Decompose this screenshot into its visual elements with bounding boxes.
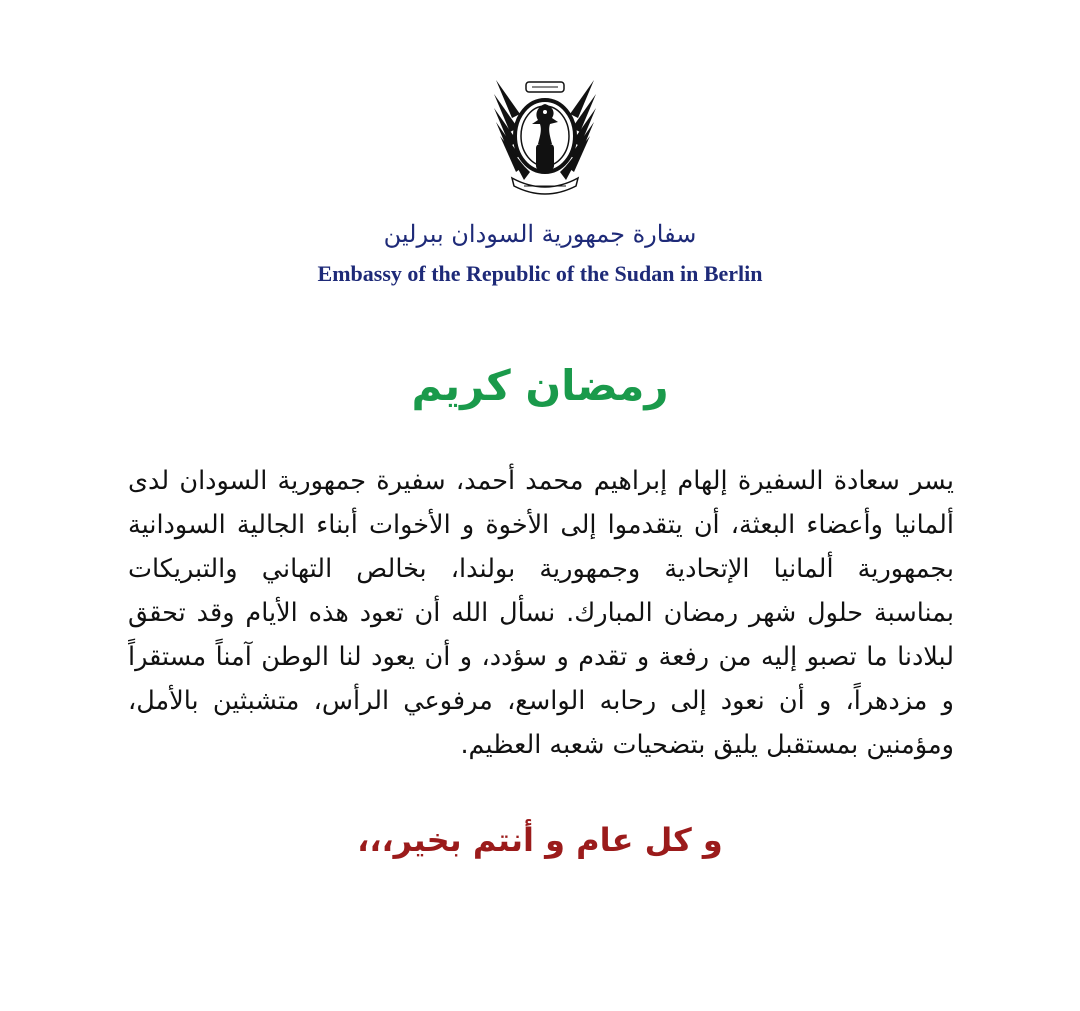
message-line: و مزدهراً، و أن نعود إلى رحابه الواسع، مرفوعي الرأس، متشبثين بالأمل، [128,686,954,716]
message-line: بجمهورية ألمانيا الإتحادية وجمهورية بولندا، بخالص التهاني والتبريكات [128,554,954,584]
message-line: بمناسبة حلول شهر رمضان المبارك. نسأل الله أن تعود هذه الأيام وقد تحقق [128,598,954,628]
message-line: ومؤمنين بمستقبل يليق بتضحيات شعبه العظيم. [460,730,954,760]
embassy-name-english: Embassy of the Republic of the Sudan in Berlin [317,261,763,286]
message-line: ألمانيا وأعضاء البعثة، أن يتقدموا إلى الأخوة و الأخوات أبناء الجالية السودانية [128,510,954,540]
closing-wish: و كل عام و أنتم بخير،،، [357,821,723,859]
message-line: لبلادنا ما تصبو إليه من رفعة و تقدم و سؤدد، و أن يعود لنا الوطن آمناً مستقراً [128,642,954,672]
sudan-emblem-icon [490,74,600,198]
greeting-heading: رمضان كريم [411,361,669,410]
embassy-name-arabic: سفارة جمهورية السودان ببرلين [383,220,697,248]
message-line: يسر سعادة السفيرة إلهام إبراهيم محمد أحمد، سفيرة جمهورية السودان لدى [128,466,954,496]
message-body [128,459,954,767]
